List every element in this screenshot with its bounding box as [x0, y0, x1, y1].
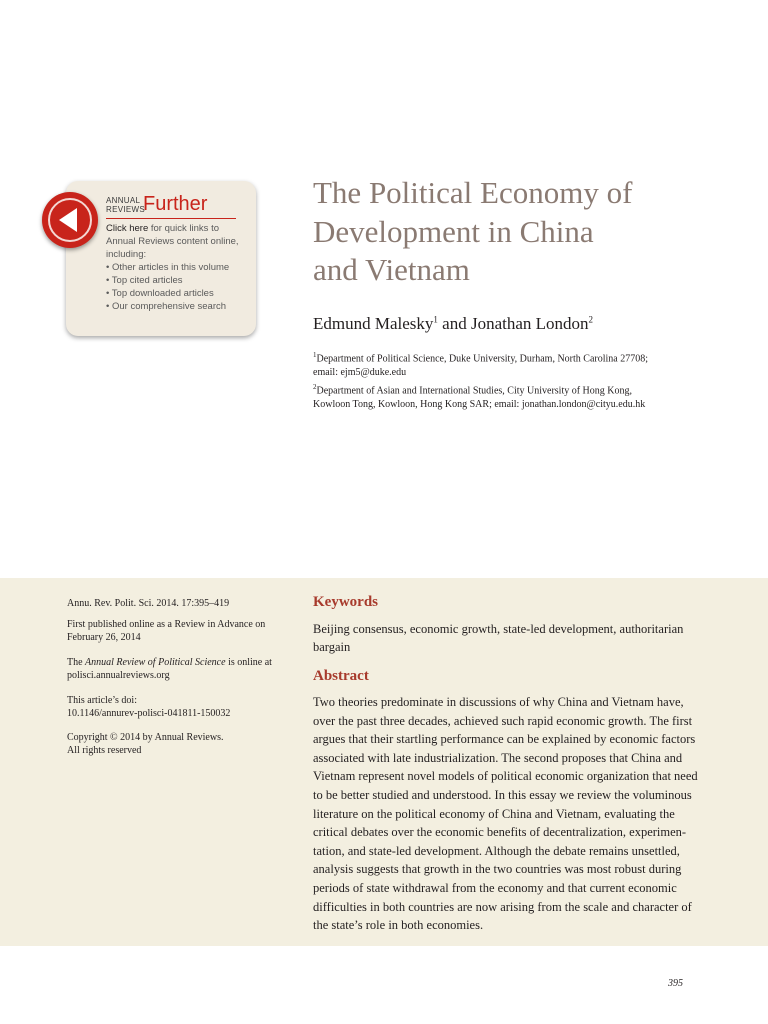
- author-2-sup: 2: [588, 314, 594, 325]
- abstract-line: difficulties in both countries are now arising from the scale and character of: [313, 899, 692, 914]
- further-button-ring: [48, 198, 92, 242]
- copyright-text: Copyright © 2014 by Annual Reviews.: [67, 732, 224, 743]
- affiliation-1-line1: Department of Political Science, Duke University, Durham, North Carolina 27708;: [316, 353, 648, 365]
- journal-online-note: [67, 656, 297, 682]
- first-published-line2: February 26, 2014: [67, 632, 141, 643]
- further-link-top-downloaded[interactable]: • Top downloaded articles: [106, 288, 214, 299]
- abstract-line: associated with late industrialization. The second proposes that China and: [313, 750, 683, 765]
- author-1-sup: 1: [433, 314, 438, 325]
- keywords-text: [313, 620, 733, 656]
- citation: [67, 597, 297, 610]
- author-1: Edmund Malesky: [313, 314, 434, 333]
- article-title: [313, 174, 733, 290]
- affiliation-2-line1: Department of Asian and International Studies, City University of Hong Kong,: [316, 385, 633, 397]
- doi-block: [67, 694, 297, 720]
- abstract-line: literature on the political economy of China and Vietnam, evaluating the: [313, 806, 675, 821]
- affiliation-2-line2: Kowloon Tong, Kowloon, Hong Kong SAR; email: jonathan.london@cityu.edu.hk: [313, 399, 646, 411]
- doi-label: This article’s doi:: [67, 695, 137, 706]
- further-links-list: [106, 261, 252, 313]
- abstract-line: Two theories predominate in discussions of why China and Vietnam have,: [313, 695, 684, 709]
- annual-reviews-logo: [106, 196, 145, 214]
- abstract-line: to be better studied and understood. In this essay we review the voluminous: [313, 787, 692, 802]
- abstract-line: the state’s role in both economies.: [313, 918, 484, 933]
- further-button[interactable]: [42, 192, 98, 248]
- citation-text: Annu. Rev. Polit. Sci. 2014. 17:395–419: [67, 598, 230, 609]
- journal-name: Annual Review of Political Science: [85, 657, 226, 668]
- logo-annual: ANNUAL: [106, 196, 141, 205]
- online-suffix: is online at: [225, 657, 272, 668]
- abstract-text: [313, 693, 733, 935]
- affiliation-1-sup: 1: [313, 351, 317, 359]
- further-title: Further: [143, 193, 208, 215]
- title-line: and Vietnam: [313, 252, 470, 287]
- page-number: 395: [668, 978, 683, 989]
- keywords-line: bargain: [313, 640, 351, 654]
- title-line: The Political Economy of: [313, 175, 633, 210]
- further-link-top-cited[interactable]: • Top cited articles: [106, 275, 183, 286]
- affiliation-2-sup: 2: [313, 383, 317, 391]
- further-intro-2: Annual Reviews content online,: [106, 236, 239, 247]
- abstract-line: Vietnam represent novel models of political economic organization that need: [313, 769, 698, 784]
- click-here-link[interactable]: Click here: [106, 223, 149, 234]
- abstract-line: tation, and state-led development. Although the debate remains unsettled,: [313, 843, 680, 858]
- further-intro-1: for quick links to: [148, 223, 219, 234]
- further-intro-3: including:: [106, 249, 147, 260]
- title-line: Development in China: [313, 213, 594, 249]
- logo-reviews: REVIEWS: [106, 205, 145, 214]
- authors: [313, 314, 593, 334]
- keywords-line: Beijing consensus, economic growth, state-led development, authoritarian: [313, 622, 684, 636]
- abstract-line: critical debates over the economic benefits of decentralization, experimen-: [313, 825, 687, 840]
- further-description: [106, 222, 252, 313]
- further-divider: [106, 218, 236, 219]
- abstract-line: periods of state withdrawal from the economy and that current economic: [313, 880, 677, 895]
- further-link-search[interactable]: • Our comprehensive search: [106, 301, 227, 312]
- publication-note: [67, 618, 297, 644]
- abstract-line: analysis suggests that growth in the two countries was most robust during: [313, 862, 682, 877]
- affiliation-1: [313, 348, 723, 380]
- rights-text: All rights reserved: [67, 745, 142, 756]
- author-2: and Jonathan London: [437, 314, 589, 333]
- affiliation-1-line2: email: ejm5@duke.edu: [313, 367, 407, 379]
- left-arrow-icon: [59, 208, 77, 232]
- journal-url[interactable]: polisci.annualreviews.org: [67, 670, 170, 681]
- online-prefix: The: [67, 657, 86, 668]
- affiliation-2: [313, 380, 723, 412]
- further-link-other-articles[interactable]: • Other articles in this volume: [106, 262, 230, 273]
- abstract-line: over the past three decades, achieved such rapid economic growth. The first: [313, 713, 693, 728]
- first-published-line1: First published online as a Review in Advance on: [67, 619, 266, 630]
- copyright-block: [67, 731, 297, 757]
- abstract-line: argues that their startling performance can be explained by economic factors: [313, 732, 696, 747]
- keywords-heading: Keywords: [313, 594, 378, 610]
- abstract-heading: Abstract: [313, 668, 369, 684]
- doi-value[interactable]: 10.1146/annurev-polisci-041811-150032: [67, 708, 231, 719]
